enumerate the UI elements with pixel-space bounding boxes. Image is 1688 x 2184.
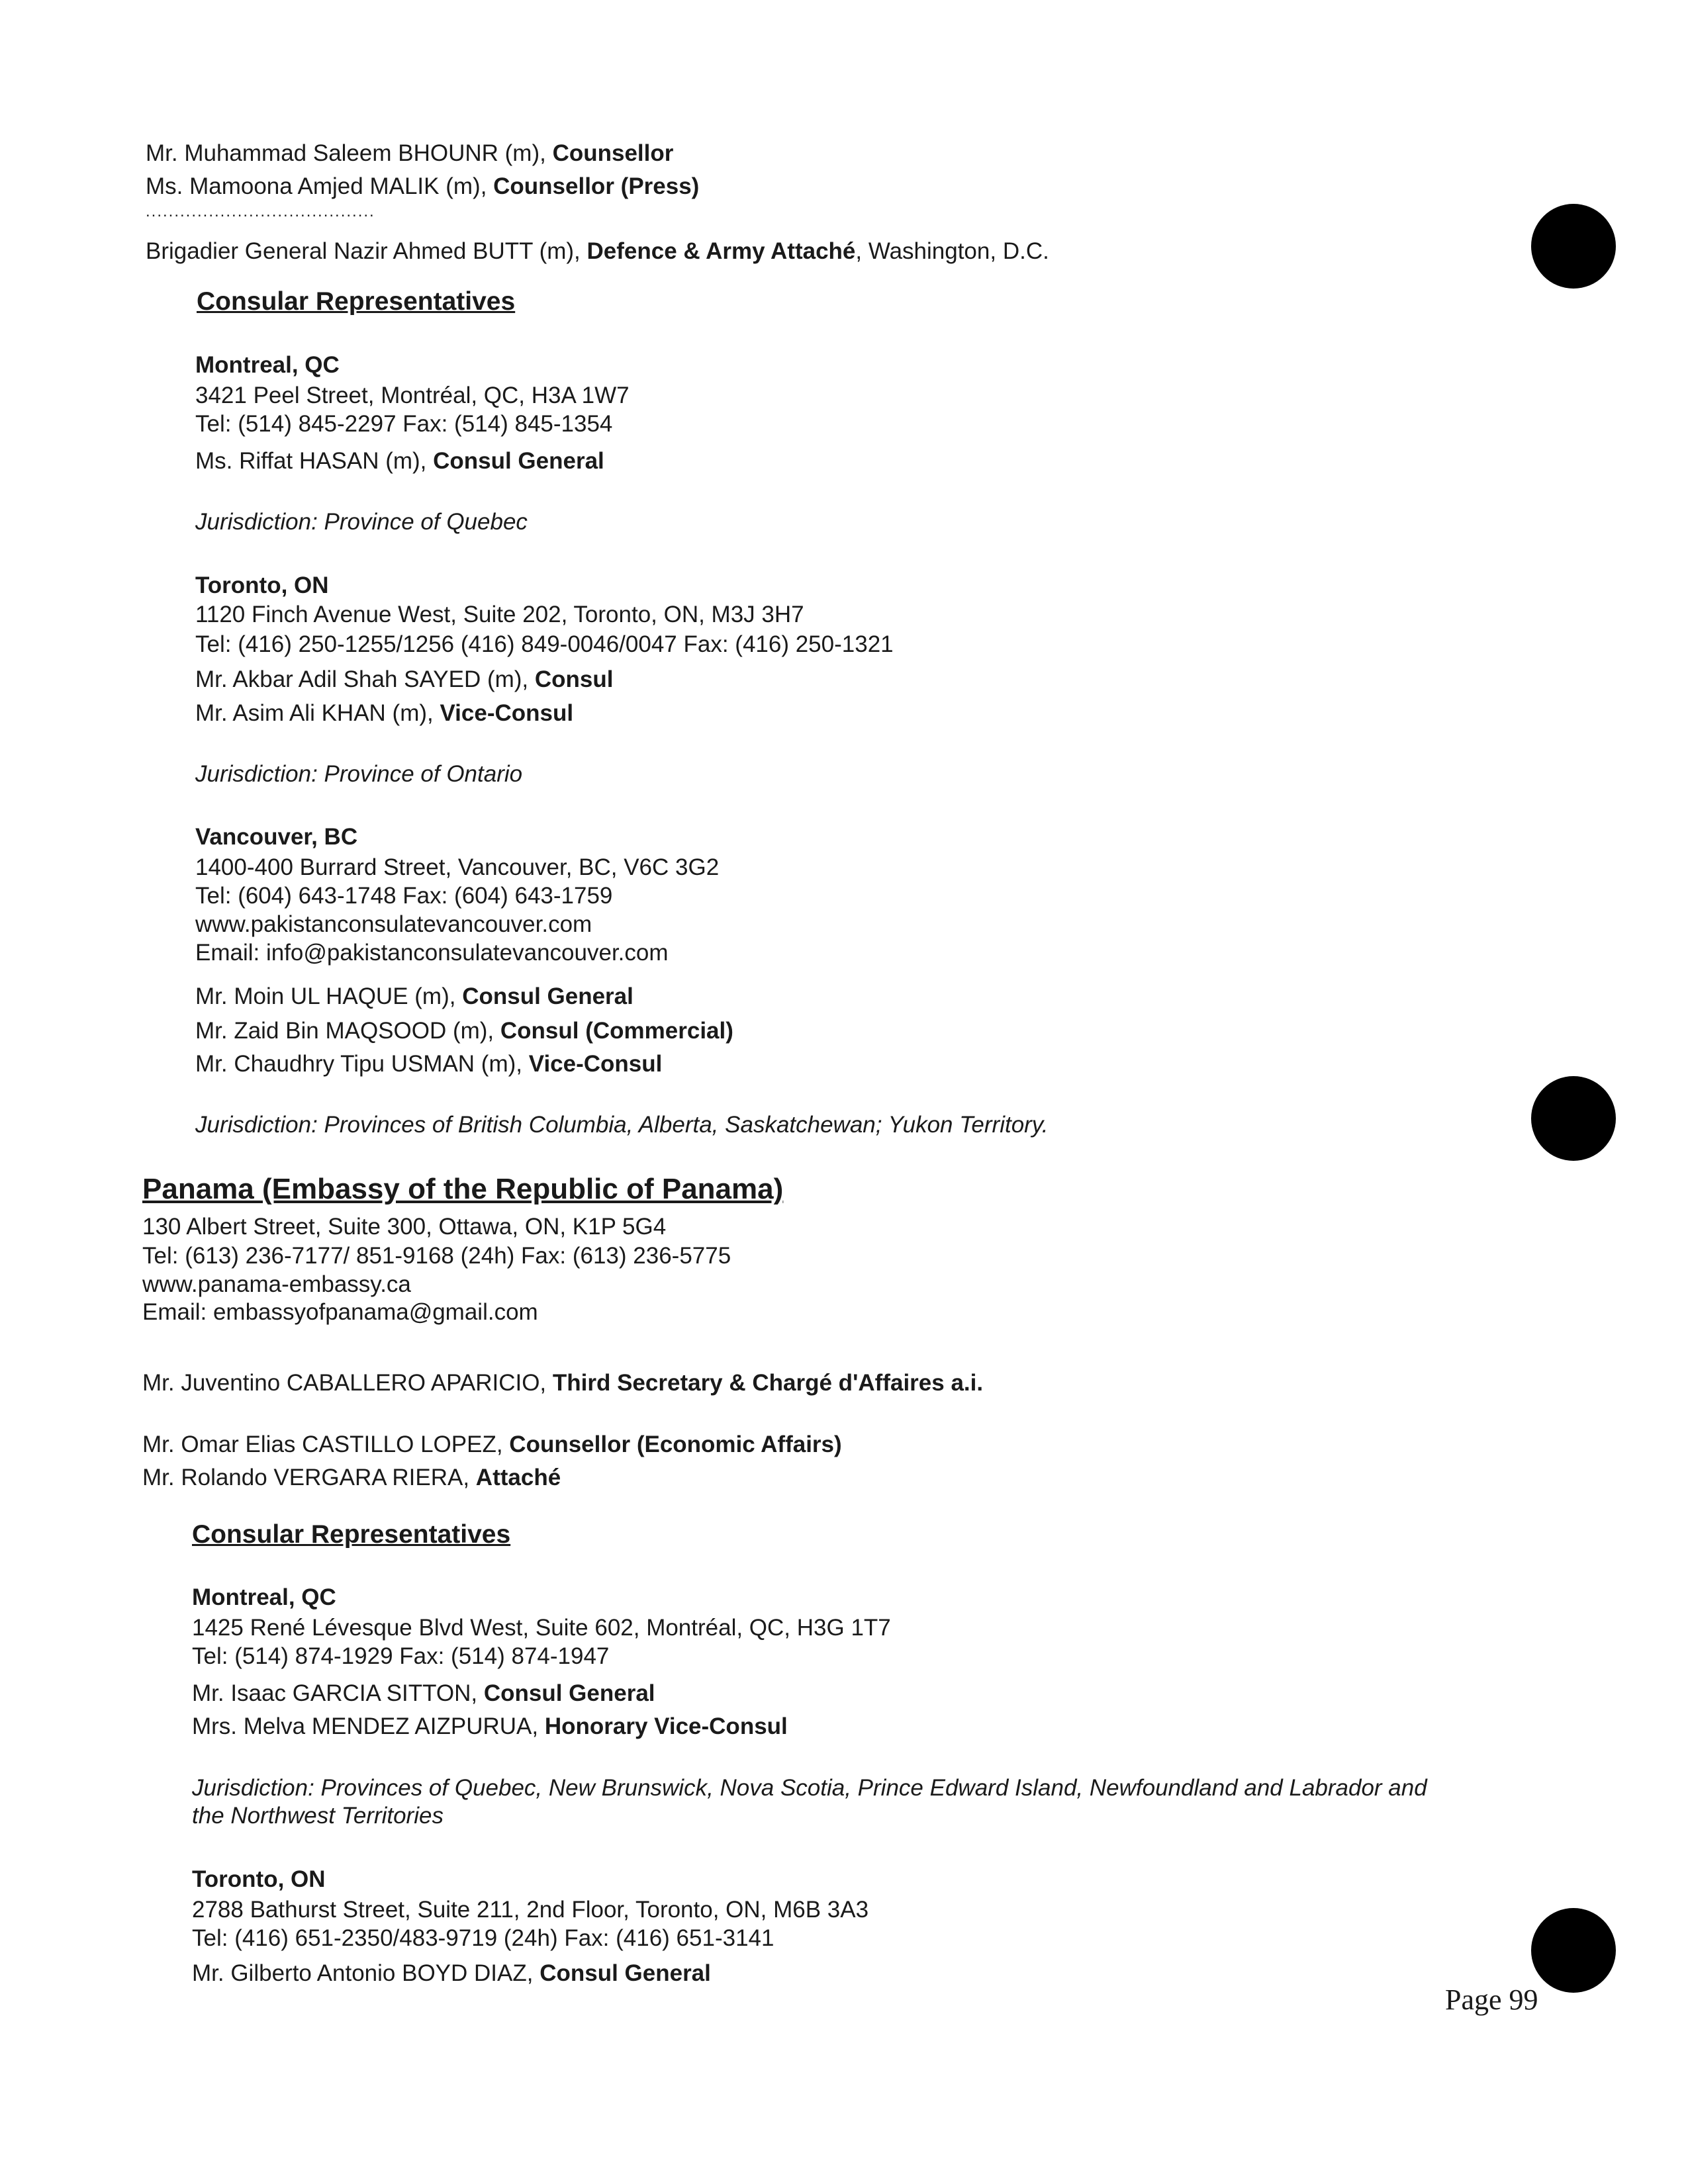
dotted-separator: ........................................ bbox=[146, 203, 375, 220]
address-line: 130 Albert Street, Suite 300, Ottawa, ON, K1P 5G4 bbox=[142, 1214, 667, 1240]
page-number: Page 99 bbox=[1445, 1983, 1538, 2016]
address-line: 1400-400 Burrard Street, Vancouver, BC, V6C 3G2 bbox=[195, 854, 720, 880]
city-heading: Toronto, ON bbox=[195, 572, 329, 598]
person-line: Mr. Chaudhry Tipu USMAN (m), Vice-Consul bbox=[195, 1051, 663, 1077]
person-line: Mr. Zaid Bin MAQSOOD (m), Consul (Commercial) bbox=[195, 1018, 733, 1044]
address-line: 3421 Peel Street, Montréal, QC, H3A 1W7 bbox=[195, 383, 630, 408]
city-heading: Montreal, QC bbox=[195, 352, 340, 378]
tel-line: Tel: (514) 874-1929 Fax: (514) 874-1947 bbox=[192, 1643, 610, 1669]
city-heading: Montreal, QC bbox=[192, 1584, 336, 1610]
person-line: Mr. Gilberto Antonio BOYD DIAZ, Consul General bbox=[192, 1960, 711, 1986]
staff-line: Mr. Rolando VERGARA RIERA, Attaché bbox=[142, 1465, 561, 1490]
country-heading-panama: Panama (Embassy of the Republic of Panama) bbox=[142, 1173, 784, 1205]
person-line: Mrs. Melva MENDEZ AIZPURUA, Honorary Vice-Consul bbox=[192, 1713, 788, 1739]
staff-line: Mr. Omar Elias CASTILLO LOPEZ, Counsellor (Economic Affairs) bbox=[142, 1432, 842, 1457]
punch-hole bbox=[1531, 1076, 1616, 1161]
city-heading: Toronto, ON bbox=[192, 1866, 326, 1892]
staff-line-bhounr: Mr. Muhammad Saleem BHOUNR (m), Counsellor bbox=[146, 140, 674, 166]
address-line: 2788 Bathurst Street, Suite 211, 2nd Floor, Toronto, ON, M6B 3A3 bbox=[192, 1897, 869, 1923]
person-line: Mr. Moin UL HAQUE (m), Consul General bbox=[195, 983, 633, 1009]
person-line: Ms. Riffat HASAN (m), Consul General bbox=[195, 448, 604, 474]
staff-line: Mr. Juventino CABALLERO APARICIO, Third Secretary & Chargé d'Affaires a.i. bbox=[142, 1370, 984, 1396]
jurisdiction-line: Jurisdiction: Provinces of Quebec, New Brunswick, Nova Scotia, Prince Edward Island, Newfoundland and Labrador and bbox=[192, 1775, 1427, 1801]
staff-line-malik: Ms. Mamoona Amjed MALIK (m), Counsellor (Press) bbox=[146, 173, 700, 199]
person-line: Mr. Isaac GARCIA SITTON, Consul General bbox=[192, 1680, 655, 1706]
jurisdiction-line: Jurisdiction: Province of Ontario bbox=[195, 761, 523, 787]
tel-line: Tel: (514) 845-2297 Fax: (514) 845-1354 bbox=[195, 411, 613, 437]
email-line: Email: info@pakistanconsulatevancouver.com bbox=[195, 940, 669, 966]
website-line: www.panama-embassy.ca bbox=[142, 1271, 411, 1297]
staff-line-butt: Brigadier General Nazir Ahmed BUTT (m), Defence & Army Attaché, Washington, D.C. bbox=[146, 238, 1049, 264]
tel-line: Tel: (613) 236-7177/ 851-9168 (24h) Fax: (613) 236-5775 bbox=[142, 1243, 731, 1269]
consular-heading-panama: Consular Representatives bbox=[192, 1520, 511, 1549]
jurisdiction-line: Jurisdiction: Provinces of British Columbia, Alberta, Saskatchewan; Yukon Territory. bbox=[195, 1112, 1049, 1138]
consular-heading-pakistan: Consular Representatives bbox=[197, 287, 516, 316]
tel-line: Tel: (416) 250-1255/1256 (416) 849-0046/0047 Fax: (416) 250-1321 bbox=[195, 631, 894, 657]
website-line: www.pakistanconsulatevancouver.com bbox=[195, 911, 592, 937]
tel-line: Tel: (604) 643-1748 Fax: (604) 643-1759 bbox=[195, 883, 613, 909]
tel-line: Tel: (416) 651-2350/483-9719 (24h) Fax: (416) 651-3141 bbox=[192, 1925, 774, 1951]
punch-hole bbox=[1531, 204, 1616, 289]
city-heading: Vancouver, BC bbox=[195, 824, 358, 850]
punch-hole bbox=[1531, 1908, 1616, 1993]
jurisdiction-line: Jurisdiction: Province of Quebec bbox=[195, 509, 528, 535]
jurisdiction-line-continued: the Northwest Territories bbox=[192, 1803, 444, 1829]
person-line: Mr. Asim Ali KHAN (m), Vice-Consul bbox=[195, 700, 574, 726]
person-line: Mr. Akbar Adil Shah SAYED (m), Consul bbox=[195, 666, 614, 692]
address-line: 1120 Finch Avenue West, Suite 202, Toronto, ON, M3J 3H7 bbox=[195, 602, 804, 627]
email-line: Email: embassyofpanama@gmail.com bbox=[142, 1299, 538, 1325]
address-line: 1425 René Lévesque Blvd West, Suite 602, Montréal, QC, H3G 1T7 bbox=[192, 1615, 891, 1641]
